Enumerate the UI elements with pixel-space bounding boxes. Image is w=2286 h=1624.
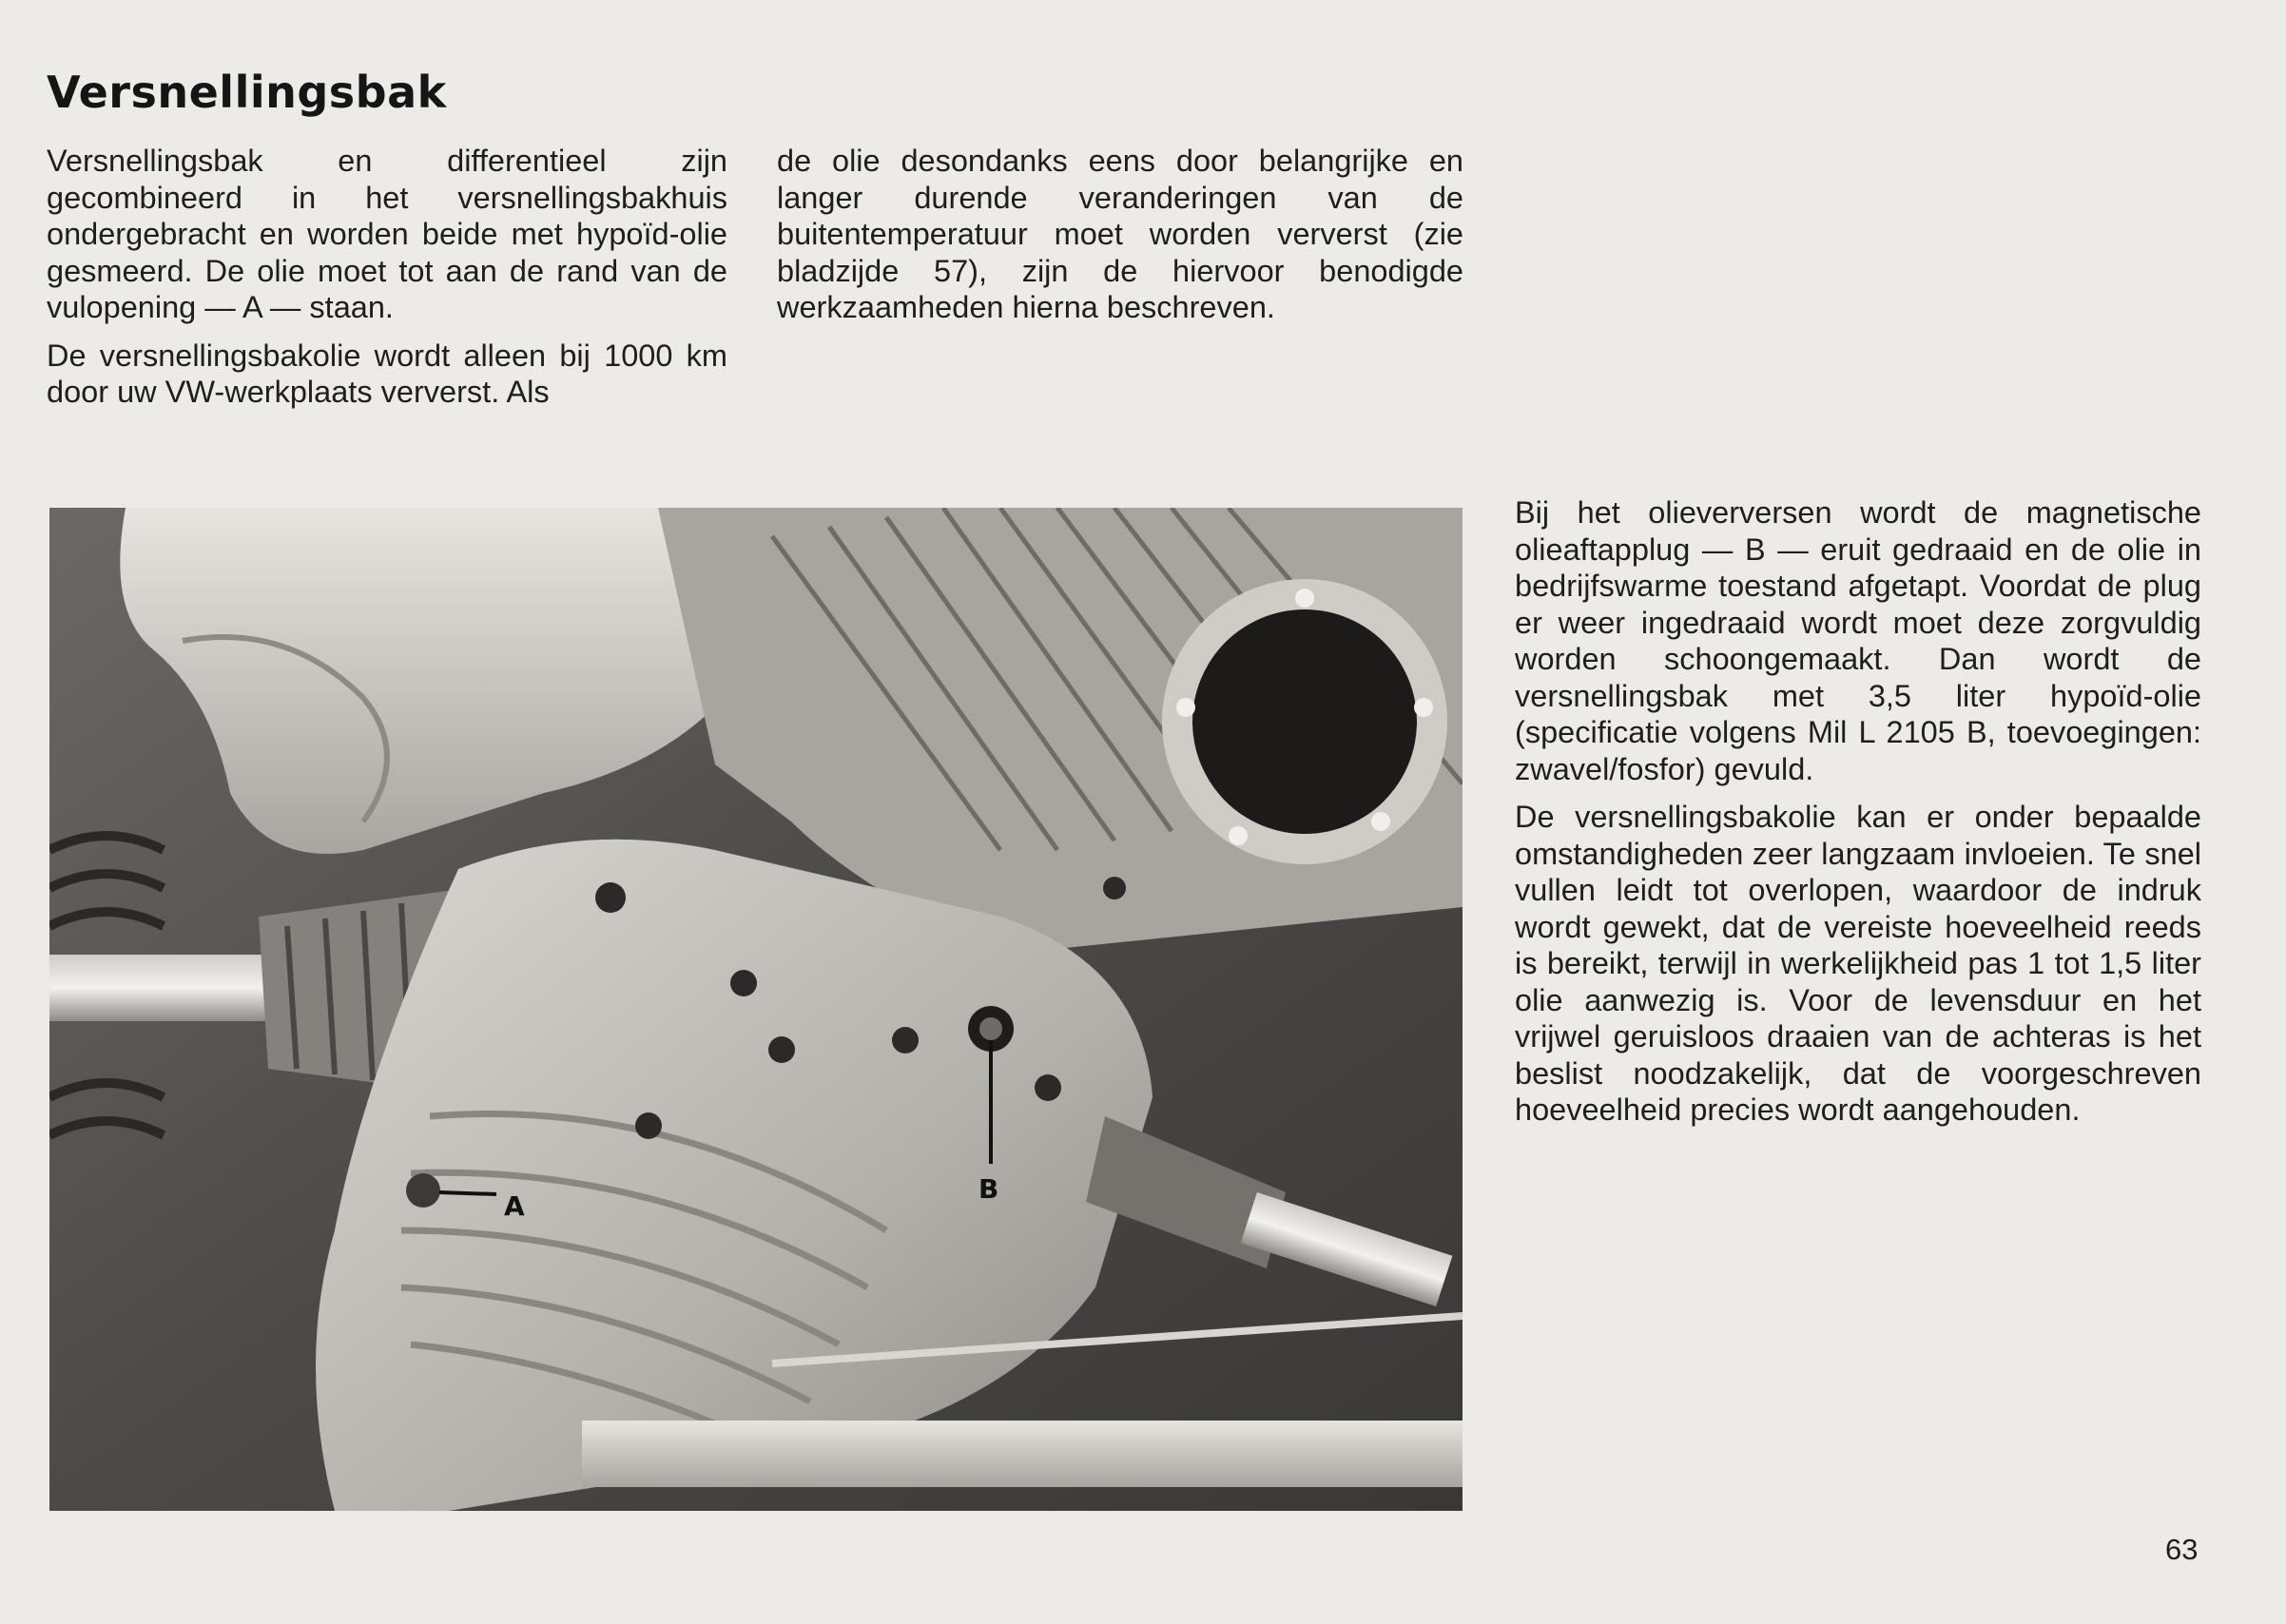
section-heading: Versnellingsbak [47, 67, 447, 118]
paragraph: Versnellingsbak en differentieel zijn gecombineerd in het versnellingsbakhuis ondergebracht en worden beide met hypoïd-olie gesmeerd. De olie moet tot aan de rand van de vulopening — A — staan. [47, 144, 727, 324]
text-column-middle [777, 143, 1463, 338]
callout-label-b: B [978, 1173, 999, 1205]
paragraph: De versnellingsbakolie kan er onder bepaalde omstandigheden zeer langzaam invloeien. Te snel vullen leidt tot overlopen, waardoor de indruk wordt gewekt, dat de vereiste hoeveelheid reeds is bereikt, terwijl in werkelijkheid pas 1 tot 1,5 liter olie aanwezig is. Voor de levensduur en het vrijwel geruisloos draaien van de achteras is het beslist noodzakelijk, dat de voorgeschreven hoeveelheid precies wordt aangehouden. [1515, 800, 2201, 1127]
paragraph: de olie desondanks eens door belangrijke en langer durende veranderingen van de buitentemperatuur moet worden ververst (zie bladzijde 57), zijn de hiervoor benodigde werkzaamheden hierna beschreven. [777, 144, 1463, 324]
text-column-left [47, 143, 727, 422]
callout-label-a: A [504, 1190, 525, 1222]
paragraph: De versnellingsbakolie wordt alleen bij 1000 km door uw VW-werkplaats ververst. Als [47, 338, 727, 409]
paragraph: Bij het olieverversen wordt de magnetische olieaftapplug — B — eruit gedraaid en de olie in bedrijfswarme toestand afgetapt. Voordat de plug er weer ingedraaid wordt moet deze zorgvuldig worden schoongemaakt. Dan wordt de versnellingsbak met 3,5 liter hypoïd-olie (specificatie volgens Mil L 2105 B, toevoegingen: zwavel/fosfor) gevuld. [1515, 495, 2201, 786]
gearbox-underside-photo [49, 508, 1463, 1511]
text-column-right [1515, 494, 2201, 1140]
page-number: 63 [2165, 1533, 2199, 1566]
